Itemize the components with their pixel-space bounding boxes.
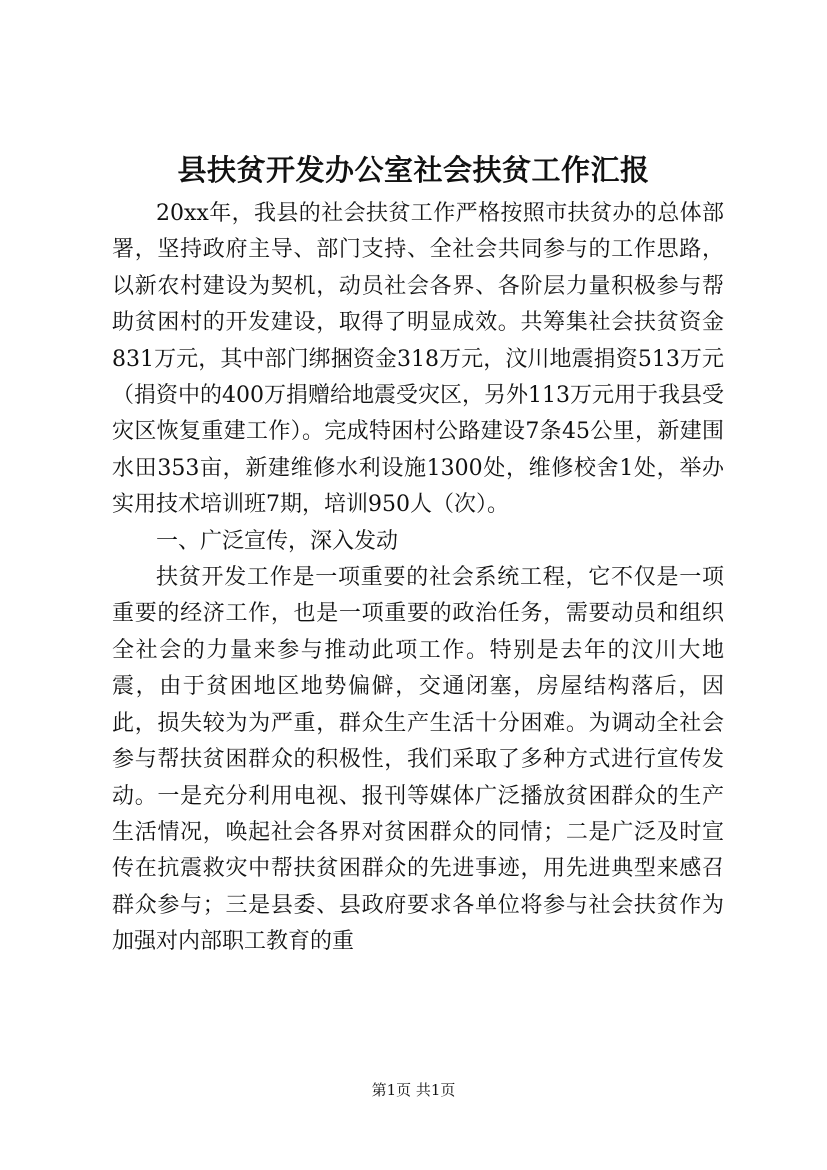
section-heading: 一、广泛宣传，深入发动 (156, 528, 399, 554)
document-body (112, 196, 724, 961)
paragraph-section-one: 扶贫开发工作是一项重要的社会系统工程，它不仅是一项重要的经济工作，也是一项重要的政治任务，需要动员和组织全社会的力量来参与推动此项工作。特别是去年的汶川大地震，由于贫困地区地势偏僻，交通闭塞，房屋结构落后，因此，损失较为为严重，群众生产生活十分困难。为调动全社会参与帮扶贫困群众的积极性，我们采取了多种方式进行宣传发动。一是充分利用电视、报刊等媒体广泛播放贫困群众的生产生活情况，唤起社会各界对贫困群众的同情；二是广泛及时宣传在抗震救灾中帮扶贫困群众的先进事迹，用先进典型来感召群众参与；三是县委、县政府要求各单位将参与社会扶贫作为加强对内部职工教育的重 (112, 565, 724, 955)
paragraph-intro: 20xx年，我县的社会扶贫工作严格按照市扶贫办的总体部署，坚持政府主导、部门支持、全社会共同参与的工作思路，以新农村建设为契机，动员社会各界、各阶层力量积极参与帮助贫困村的开发建设，取得了明显成效。共筹集社会扶贫资金831万元，其中部门绑捆资金318万元，汶川地震捐资513万元（捐资中的400万捐赠给地震受灾区，另外113万元用于我县受灾区恢复重建工作）。完成特困村公路建设7条45公里，新建围水田353亩，新建维修水利设施1300处，维修校舍1处，举办实用技术培训班7期，培训950人（次）。 (112, 201, 724, 518)
document-title: 县扶贫开发办公室社会扶贫工作汇报 (177, 153, 650, 187)
page-footer: 第1页 共1页 (371, 1081, 456, 1099)
